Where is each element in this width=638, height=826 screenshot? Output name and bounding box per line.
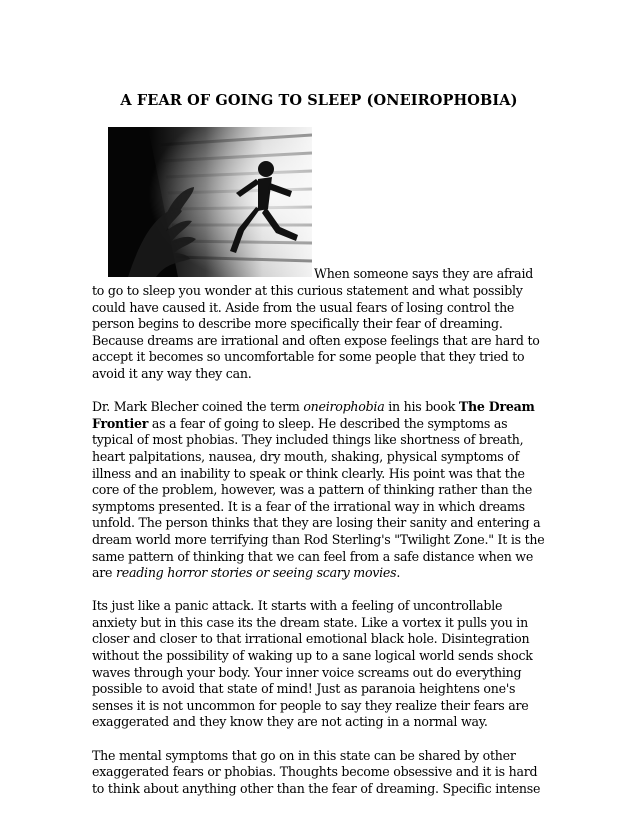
page-title: A FEAR OF GOING TO SLEEP (ONEIROPHOBIA) <box>120 92 518 109</box>
text-line: Frontier as a fear of going to sleep. He described the symptoms as <box>92 415 508 431</box>
paragraph-1-first-line: When someone says they are afraid <box>314 266 534 281</box>
nightmare-photo <box>108 127 312 277</box>
text-line: typical of most phobias. They included things like shortness of breath, <box>92 432 524 448</box>
text-line: exaggerated and they know they are not acting in a normal way. <box>92 714 488 730</box>
book-title: The Dream <box>458 399 535 415</box>
text-line: person begins to describe more specifically their fear of dreaming. <box>92 316 503 332</box>
text-line: symptoms presented. It is a fear of the irrational way in which dreams <box>92 498 525 514</box>
text-line: unfold. The person thinks that they are losing their sanity and entering a <box>92 515 541 531</box>
text-line: dream world more terrifying than Rod Sterling's "Twilight Zone." It is the <box>92 531 545 547</box>
text-line: same pattern of thinking that we can feel from a safe distance when we <box>92 548 534 564</box>
text-line: exaggerated fears or phobias. Thoughts become obsessive and it is hard <box>92 764 538 780</box>
text-line: core of the problem, however, was a pattern of thinking rather than the <box>92 482 533 498</box>
shadow-figure-running-from-hand-icon <box>108 127 312 277</box>
text-line: illness and an inability to speak or think clearly. His point was that the <box>92 465 525 481</box>
text-line: closer and closer to that irrational emotional black hole. Disintegration <box>92 631 530 647</box>
text-line: The mental symptoms that go on in this state can be shared by other <box>92 747 516 763</box>
book-title-cont: Frontier <box>92 415 149 431</box>
text-line: could have caused it. Aside from the usual fears of losing control the <box>92 299 515 315</box>
text-line: senses it is not uncommon for people to say they realize their fears are <box>92 697 529 713</box>
text-line: possible to avoid that state of mind! Just as paranoia heightens one's <box>92 681 516 697</box>
text-line: Dr. Mark Blecher coined the term oneirophobia in his book The Dream <box>92 399 535 415</box>
term-oneirophobia: oneirophobia <box>303 399 385 415</box>
text-line: Because dreams are irrational and often expose feelings that are hard to <box>92 332 540 348</box>
text-line: avoid it any way they can. <box>92 365 252 381</box>
text-line: to think about anything other than the fear of dreaming. Specific intense <box>92 780 541 796</box>
article-body <box>92 283 546 814</box>
paragraph-4 <box>92 748 546 798</box>
italic-phrase: reading horror stories or seeing scary movies <box>116 565 397 581</box>
paragraph-3 <box>92 598 546 731</box>
text-line: are reading horror stories or seeing scary movies. <box>92 565 401 581</box>
text-line: Its just like a panic attack. It starts with a feeling of uncontrollable <box>92 598 503 614</box>
text-line: accept it becomes so uncomfortable for some people that they tried to <box>92 349 525 365</box>
text-line: to go to sleep you wonder at this curious statement and what possibly <box>92 283 523 298</box>
paragraph-2 <box>92 399 546 582</box>
text-line: anxiety but in this case its the dream state. Like a vortex it pulls you in <box>92 614 528 630</box>
paragraph-1 <box>92 283 546 383</box>
text-line: without the possibility of waking up to a sane logical world sends shock <box>92 648 533 664</box>
text-line: heart palpitations, nausea, dry mouth, shaking, physical symptoms of <box>92 448 520 464</box>
text-line: waves through your body. Your inner voice screams out do everything <box>92 664 522 680</box>
